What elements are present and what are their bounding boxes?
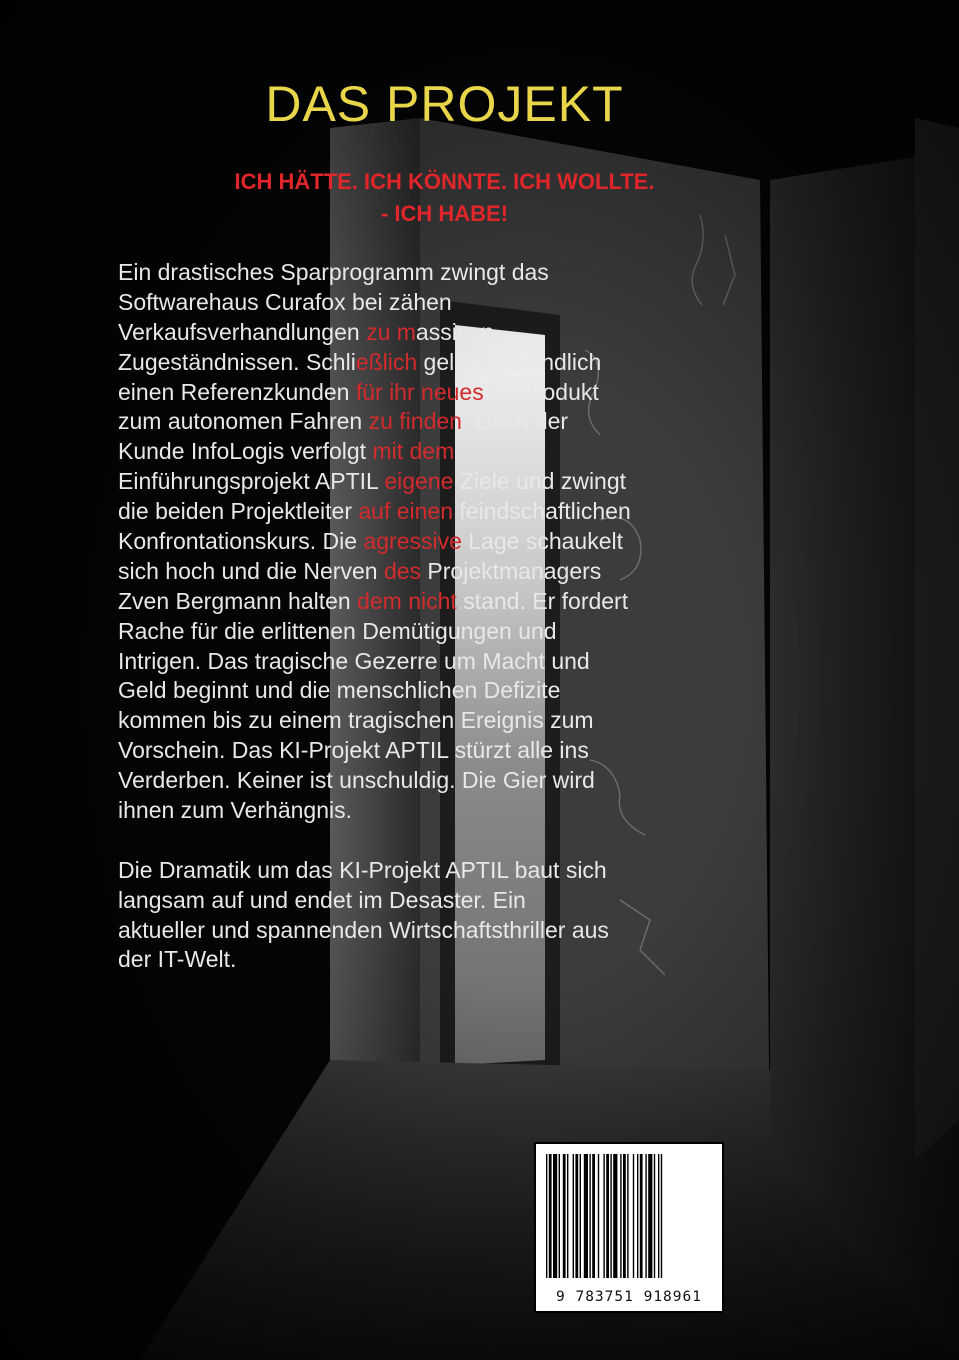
text-line — [118, 497, 778, 527]
text-line — [118, 527, 778, 557]
text-line — [118, 856, 778, 886]
barcode-bar — [592, 1154, 595, 1278]
highlighted-text: eßlich — [355, 348, 418, 375]
text-line — [118, 617, 778, 647]
text-segment: Zugeständnissen. Schli — [118, 348, 356, 375]
text-line — [118, 288, 778, 318]
highlighted-text: zu m — [366, 318, 416, 345]
isbn-number: 9 783751 918961 — [556, 1289, 702, 1305]
text-segment: kommen bis zu einem tragischen Ereignis zum — [118, 707, 594, 734]
text-line — [118, 378, 778, 408]
text-segment: sich hoch und die Nerven — [118, 557, 384, 584]
barcode-bar — [623, 1154, 626, 1278]
barcode-bar — [637, 1154, 638, 1278]
text-line — [118, 886, 778, 916]
barcode-bar — [573, 1154, 574, 1278]
text-segment: der IT-Welt. — [118, 946, 237, 973]
barcode-bar — [567, 1154, 568, 1278]
barcode-bar — [575, 1154, 578, 1278]
highlighted-text: agressive — [363, 528, 462, 555]
text-segment: Intrigen. Das tragische Gezerre um Macht und — [118, 647, 590, 674]
text-line — [118, 587, 778, 617]
barcode-bar — [613, 1154, 617, 1278]
isbn-barcode — [534, 1142, 724, 1313]
text-line — [118, 437, 778, 467]
barcode-bar — [559, 1154, 560, 1278]
blurb-text — [118, 258, 778, 975]
barcode-bar — [584, 1154, 588, 1278]
text-segment: assiven — [415, 318, 494, 345]
highlighted-text: mit dem — [372, 438, 455, 465]
paragraph-spacer — [118, 826, 778, 856]
highlighted-text: dem nicht — [357, 587, 457, 614]
text-segment: Rache für die erlittenen Demütigungen und — [118, 617, 557, 644]
barcode-bar — [661, 1154, 662, 1278]
text-segment: Projektmanagers — [421, 557, 602, 584]
barcode-bar — [563, 1154, 566, 1278]
text-segment: Kunde InfoLogis verfolgt — [118, 438, 373, 465]
barcode-bar — [610, 1154, 611, 1278]
text-line — [118, 766, 778, 796]
text-line — [118, 945, 778, 975]
text-segment: Verderben. Keiner ist unschuldig. Die Gier wird — [118, 767, 595, 794]
text-segment: Lage schaukelt — [461, 528, 624, 555]
barcode-bar — [546, 1154, 547, 1278]
text-segment: ihnen zum Verhängnis. — [118, 797, 352, 824]
highlighted-text: eigene — [384, 468, 454, 495]
barcode-bar — [549, 1154, 552, 1278]
text-segment: Ziele und zwingt — [453, 468, 627, 495]
barcode-bar — [633, 1154, 634, 1278]
text-line — [118, 258, 778, 288]
blurb-paragraph-1 — [118, 258, 778, 826]
text-segment: Die Dramatik um das KI-Projekt APTIL baut sich — [118, 856, 607, 883]
barcode-bar — [620, 1154, 621, 1278]
text-segment: Einführungsprojekt APTIL — [118, 468, 385, 495]
text-line — [118, 706, 778, 736]
text-segment: feindschaftlichen — [453, 498, 631, 525]
barcode-bar — [640, 1154, 643, 1278]
barcode-bar — [606, 1154, 609, 1278]
text-segment: Zven Bergmann halten — [118, 587, 358, 614]
text-line — [118, 736, 778, 766]
text-segment: gelingt es endlich — [417, 348, 602, 375]
text-line — [118, 647, 778, 677]
text-segment: stand. Er fordert — [456, 587, 629, 614]
barcode-bar — [654, 1154, 655, 1278]
barcode-bar — [658, 1154, 659, 1278]
text-segment: Geld beginnt und die menschlichen Defizite — [118, 677, 561, 704]
text-segment: aktueller und spannenden Wirtschaftsthriller aus — [118, 916, 609, 943]
text-segment: . Doch der — [461, 408, 569, 435]
text-segment: Ein drastisches Sparprogramm zwingt das — [118, 259, 549, 285]
text-line — [118, 318, 778, 348]
text-segment: zum autonomen Fahren — [118, 408, 369, 435]
text-segment: die beiden Projektleiter — [118, 498, 359, 525]
barcode-bar — [603, 1154, 604, 1278]
tagline — [0, 166, 889, 230]
highlighted-text: für ihr neues — [355, 378, 484, 405]
text-line — [118, 407, 778, 437]
text-segment: Verkaufsverhandlungen — [118, 318, 367, 345]
barcode-bar — [589, 1154, 590, 1278]
tagline-line-1: ICH HÄTTE. ICH KÖNNTE. ICH WOLLTE. — [234, 169, 655, 194]
barcode-bar — [553, 1154, 557, 1278]
highlighted-text: des — [383, 557, 422, 584]
text-line — [118, 557, 778, 587]
barcode-bar — [598, 1154, 599, 1278]
blurb-paragraph-2 — [118, 856, 778, 976]
text-line — [118, 796, 778, 826]
barcode-bar — [645, 1154, 646, 1278]
text-segment: langsam auf und endet im Desaster. Ein — [118, 886, 526, 913]
barcode-bar — [648, 1154, 652, 1278]
text-segment: Vorschein. Das KI-Projekt APTIL stürzt alle ins — [118, 737, 589, 764]
text-line — [118, 916, 778, 946]
text-segment: einen Referenzkunden — [118, 378, 356, 405]
text-segment: Konfrontationskurs. Die — [118, 528, 364, 555]
barcode-bar — [580, 1154, 581, 1278]
book-title: DAS PROJEKT — [265, 76, 624, 132]
text-segment: KI-Produkt — [483, 378, 599, 405]
text-line — [118, 467, 778, 497]
highlighted-text: auf einen — [358, 498, 454, 525]
text-segment: Softwarehaus Curafox bei zähen — [118, 288, 452, 315]
barcode-bar — [627, 1154, 628, 1278]
text-line — [118, 676, 778, 706]
text-line — [118, 348, 778, 378]
barcode-bars — [544, 1152, 714, 1282]
tagline-line-2: - ICH HABE! — [380, 201, 509, 226]
highlighted-text: zu finden — [368, 408, 462, 435]
